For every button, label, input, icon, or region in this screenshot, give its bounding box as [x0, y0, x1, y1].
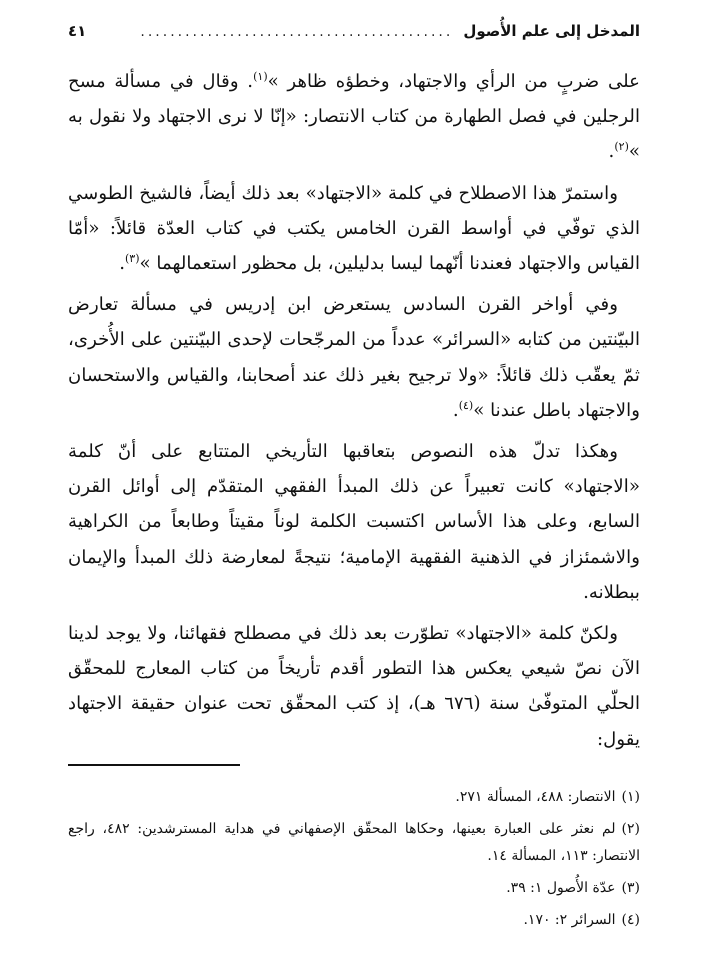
paragraph [68, 287, 640, 428]
footnote-3 [68, 875, 640, 902]
footnote-text: لم نعثر على العبارة بعينها، وحكاها المحقّق الإصفهاني في هداية المسترشدين: ٤٨٢، راجع الانتصار: ١١٣، المسألة ١٤. [68, 821, 640, 864]
footnote-text: الانتصار: ٤٨٨، المسألة ٢٧١. [455, 789, 616, 805]
footnote-marker: (٤) [458, 398, 474, 412]
footnote-4 [68, 907, 640, 934]
footnote-marker: (١) [253, 69, 268, 83]
footnote-marker: (٢) [614, 140, 629, 154]
footnotes [68, 784, 640, 939]
main-text [68, 64, 640, 763]
footnote-separator [68, 764, 240, 766]
paragraph-text: على ضربٍ من الرأي والاجتهاد، وخطؤه ظاهر » [267, 71, 640, 92]
footnote-number: (٢) [621, 821, 640, 837]
paragraph-text: وفي أواخر القرن السادس يستعرض ابن إدريس في مسألة تعارض البيّنتين من كتابه «السرائر» عدداً من المرجّحات لإحدى البيّنتين على الأُخرى، ثمّ يعقّب ذلك قائلاً: «ولا ترجيح بغير ذلك عند أصحابنا، والقياس والاستحسان والاجتهاد باطل عندنا » [68, 294, 640, 421]
footnote-number: (٤) [621, 912, 640, 928]
footnote-number: (٣) [621, 880, 640, 896]
footnote-text: السرائر ٢: ١٧٠. [523, 912, 616, 928]
paragraph-text: . [452, 399, 459, 421]
paragraph-text: واستمرّ هذا الاصطلاح في كلمة «الاجتهاد» بعد ذلك أيضاً، فالشيخ الطوسي الذي توفّي في أواسط القرن الخامس يكتب في كتاب العدّة قائلاً: «أمّا القياس والاجتهاد فعندنا أنّهما ليسا بدليلين، بل محظور استعمالهما » [68, 182, 640, 275]
footnote-text: عدّة الأُصول ١: ٣٩. [506, 880, 616, 896]
paragraph-text: وهكذا تدلّ هذه النصوص بتعاقبها التأريخي المتتابع على أنّ كلمة «الاجتهاد» كانت تعبيراً عن ذلك المبدأ الفقهي المتقدّم إلى أوائل القرن السابع، وعلى هذا الأساس اكتسبت الكلمة لوناً مقيتاً وطابعاً من الكراهية والاشمئزاز في الذهنية الفقهية الإمامية؛ نتيجةً لمعارضة ذلك المبدأ والإيمان ببطلانه. [68, 441, 640, 603]
paragraph [68, 616, 640, 757]
paragraph [68, 434, 640, 610]
footnote-marker: (٣) [125, 251, 140, 265]
paragraph-text: . [608, 141, 615, 163]
running-header [68, 22, 640, 56]
leader-dots: .......................................... [140, 24, 454, 40]
paragraph-text: . [119, 253, 125, 275]
footnote-1 [68, 784, 640, 811]
paragraph [68, 64, 640, 170]
running-title: المدخل إلى علم الأُصول [463, 22, 640, 40]
paragraph [68, 176, 640, 282]
footnote-number: (١) [621, 789, 640, 805]
page-number: ٤١ [68, 22, 87, 40]
paragraph-text: ولكنّ كلمة «الاجتهاد» تطوّرت بعد ذلك في مصطلح فقهائنا، ولا يوجد لدينا الآن نصّ شيعي يعكس هذا التطور أقدم تأريخاً من كتاب المعارج للمحقّق الحلّي المتوفّىٰ سنة (٦٧٦ هـ)، إذ كتب المحقّق تحت عنوان حقيقة الاجتهاد يقول: [68, 623, 640, 750]
footnote-2 [68, 816, 640, 870]
paragraph-text: . وقال في مسألة مسح الرجلين في فصل الطهارة من كتاب الانتصار: «إنّا لا نرى الاجتهاد ولا نقول به » [68, 71, 640, 163]
